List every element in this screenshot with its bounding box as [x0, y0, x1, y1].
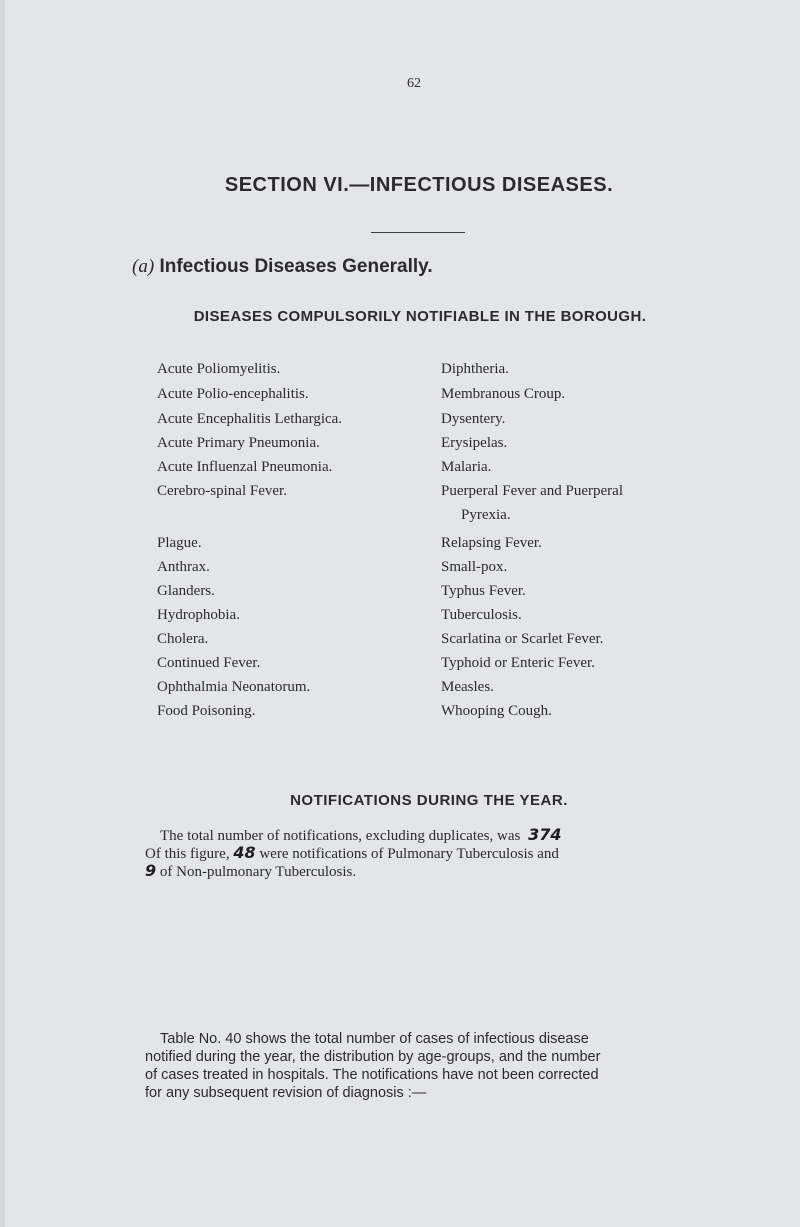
disease-item: Cholera. — [157, 631, 209, 647]
disease-item: Cerebro-spinal Fever. — [157, 483, 287, 499]
section-title: SECTION VI.—INFECTIOUS DISEASES. — [224, 174, 614, 196]
subsection-title: Infectious Diseases Generally. — [159, 256, 433, 277]
notifications-line-1 — [160, 826, 561, 845]
page-number: 62 — [407, 76, 421, 91]
handwritten-non-pulmonary: 9 — [145, 861, 157, 880]
notifications-figure-prefix: Of this figure, — [145, 846, 230, 862]
disease-item: Acute Primary Pneumonia. — [157, 435, 320, 451]
disease-item: Measles. — [441, 679, 494, 695]
disease-item: Erysipelas. — [441, 435, 508, 451]
table-intro-line: for any subsequent revision of diagnosis :— — [145, 1085, 427, 1101]
table-intro-line: notified during the year, the distribution by age-groups, and the number — [145, 1049, 601, 1065]
notifications-line-3 — [145, 862, 356, 881]
disease-item: Typhus Fever. — [441, 583, 526, 599]
disease-item: Dysentery. — [441, 411, 506, 427]
disease-item: Hydrophobia. — [157, 607, 240, 623]
notifications-non-pulmonary-text: of Non-pulmonary Tuberculosis. — [159, 864, 357, 880]
disease-item: Continued Fever. — [157, 655, 261, 671]
disease-item: Acute Encephalitis Lethargica. — [157, 411, 343, 427]
disease-item: Glanders. — [157, 583, 215, 599]
disease-item-continuation: Pyrexia. — [461, 507, 511, 523]
notifications-total-text: The total number of notifications, excluding duplicates, was — [160, 828, 521, 844]
disease-item: Acute Influenzal Pneumonia. — [157, 459, 333, 475]
disease-item: Acute Polio-encephalitis. — [157, 386, 309, 402]
disease-item: Whooping Cough. — [441, 703, 552, 719]
disease-item: Food Poisoning. — [157, 703, 256, 719]
title-divider — [371, 232, 465, 233]
disease-item: Diphtheria. — [441, 361, 509, 377]
disease-item: Malaria. — [441, 459, 492, 475]
handwritten-pulmonary: 48 — [233, 843, 256, 862]
disease-item: Tuberculosis. — [441, 607, 522, 623]
disease-item: Ophthalmia Neonatorum. — [157, 679, 311, 695]
table-intro-line: of cases treated in hospitals. The notifications have not been corrected — [145, 1067, 599, 1083]
subsection-marker: (a) — [132, 256, 155, 277]
table-intro-line: Table No. 40 shows the total number of cases of infectious disease — [160, 1031, 589, 1047]
disease-item: Small-pox. — [441, 559, 508, 575]
disease-item: Relapsing Fever. — [441, 535, 542, 551]
disease-item: Plague. — [157, 535, 202, 551]
disease-item: Membranous Croup. — [441, 386, 566, 402]
disease-item: Scarlatina or Scarlet Fever. — [441, 631, 604, 647]
disease-item: Puerperal Fever and Puerperal — [441, 483, 624, 499]
notifications-line-2 — [145, 844, 559, 863]
notifications-heading: NOTIFICATIONS DURING THE YEAR. — [290, 792, 568, 809]
disease-item: Typhoid or Enteric Fever. — [441, 655, 595, 671]
disease-item: Anthrax. — [157, 559, 210, 575]
disease-item: Acute Poliomyelitis. — [157, 361, 281, 377]
notifiable-diseases-heading: DISEASES COMPULSORILY NOTIFIABLE IN THE BOROUGH. — [193, 308, 647, 325]
subsection-heading — [132, 256, 433, 278]
notifications-figure-suffix: were notifications of Pulmonary Tuberculosis and — [259, 846, 559, 862]
handwritten-total: 374 — [528, 825, 562, 844]
